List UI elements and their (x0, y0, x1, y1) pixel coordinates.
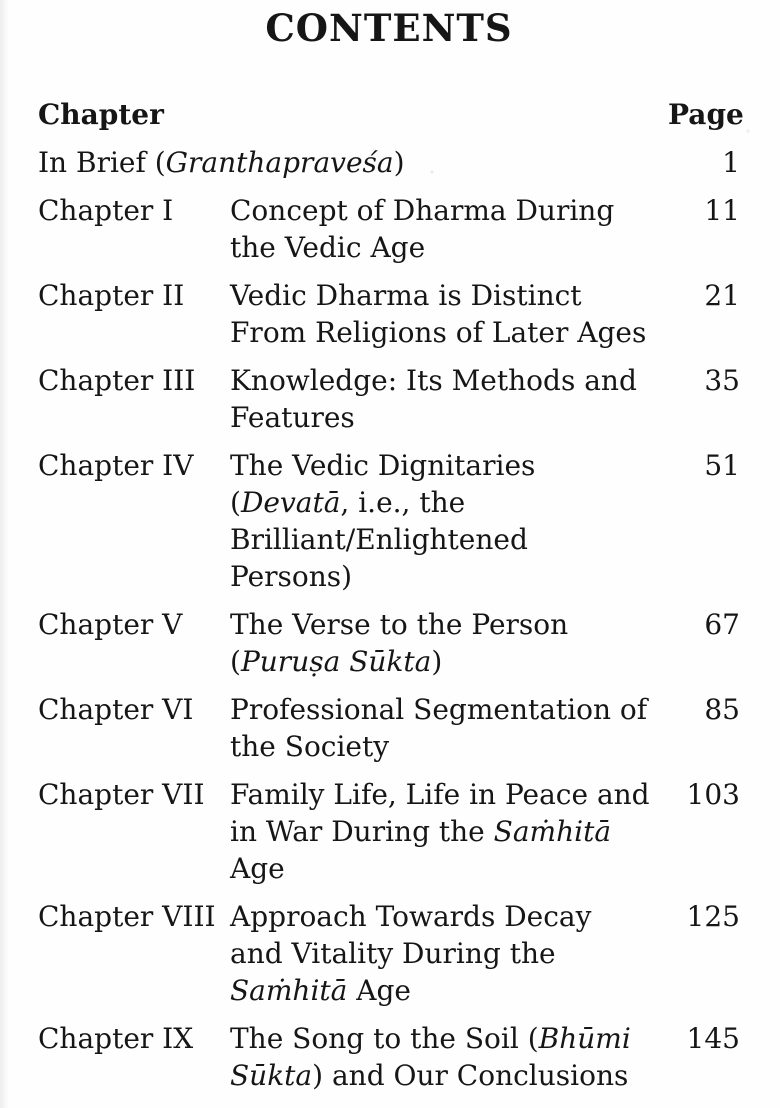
title-segment: ( (230, 645, 241, 678)
toc-entry (38, 447, 740, 595)
entry-title-line (230, 521, 668, 558)
title-segment: the Vedic Age (230, 231, 426, 264)
entry-title-line (230, 484, 668, 521)
entry-page: 11 (704, 194, 740, 227)
title-segment: in War During the (230, 815, 494, 848)
entry-title-line (230, 850, 668, 887)
entry-title (230, 277, 668, 351)
title-segment: Professional Segmentation of (230, 693, 648, 726)
title-segment: , i.e., the (340, 486, 466, 519)
title-segment-italic: Saṁhitā (230, 974, 348, 1007)
entry-page: 51 (704, 449, 740, 482)
entry-title-line (230, 558, 668, 595)
title-segment: The Vedic Dignitaries (230, 449, 536, 482)
entry-title-line (230, 728, 668, 765)
toc-entry (38, 898, 740, 1009)
entry-label: Chapter II (38, 279, 185, 312)
entry-title (230, 1020, 668, 1094)
entry-title-line (230, 813, 668, 850)
title-segment: Brilliant/Enlightened (230, 523, 528, 556)
entry-page: 21 (704, 279, 740, 312)
title-segment: and Vitality During the (230, 937, 556, 970)
entry-label: Chapter III (38, 364, 196, 397)
title-segment-italic: Puruṣa Sūkta (240, 645, 432, 678)
entry-title-line (230, 1057, 668, 1094)
entry-label: Chapter VII (38, 778, 205, 811)
entry-title (230, 447, 668, 595)
entry-page: 35 (704, 364, 740, 397)
entry-title-line (230, 776, 668, 813)
entry-title (230, 776, 668, 887)
entry-title (230, 691, 668, 765)
entry-title-line (230, 277, 668, 314)
toc-entry (38, 776, 740, 887)
toc-entry (38, 691, 740, 765)
title-segment-italic: Devatā (240, 486, 341, 519)
entry-label: Chapter V (38, 608, 183, 641)
title-segment: Knowledge: Its Methods and (230, 364, 637, 397)
entry-title-line (230, 643, 668, 680)
entry-title-line (230, 691, 668, 728)
entry-page: 103 (686, 778, 740, 811)
toc-entry (38, 144, 740, 181)
title-segment: Vedic Dharma is Distinct (230, 279, 582, 312)
title-segment: Concept of Dharma During (230, 194, 615, 227)
entry-title (230, 192, 668, 266)
entry-title (230, 362, 668, 436)
entry-title-line (38, 144, 668, 181)
title-segment-italic: Bhūmi (538, 1022, 631, 1055)
title-segment-italic: Saṁhitā (493, 815, 612, 848)
entry-title-line (230, 1020, 668, 1057)
entry-title-line (230, 399, 668, 436)
entry-label: Chapter I (38, 194, 174, 227)
toc-header-chapter: Chapter (38, 98, 164, 131)
title-segment-italic: Granthapraveśa (165, 146, 394, 179)
title-segment: The Verse to the Person (230, 608, 569, 641)
entry-page: 1 (722, 146, 740, 179)
entry-page: 145 (686, 1022, 740, 1055)
toc-entries (38, 144, 740, 1094)
contents-title: CONTENTS (265, 6, 513, 50)
toc-entry (38, 277, 740, 351)
title-segment: ) and Our Conclusions (312, 1059, 629, 1092)
entry-title-line (230, 229, 668, 266)
table-of-contents (38, 96, 744, 1094)
entry-label: Chapter VIII (38, 900, 216, 933)
entry-title-line (230, 192, 668, 229)
title-segment: ( (230, 486, 241, 519)
toc-header-row (38, 96, 744, 133)
entry-title-line (230, 935, 668, 972)
title-segment: ) (393, 146, 405, 179)
title-segment: ) (431, 645, 443, 678)
entry-title-line (230, 898, 668, 935)
toc-header-page: Page (668, 98, 744, 131)
entry-title-line (230, 606, 668, 643)
title-segment-italic: Sūkta (230, 1059, 313, 1092)
title-segment: From Religions of Later Ages (230, 316, 647, 349)
entry-label: Chapter IX (38, 1022, 194, 1055)
entry-title-line (230, 314, 668, 351)
entry-title (230, 898, 668, 1009)
title-segment: The Song to the Soil ( (230, 1022, 539, 1055)
title-segment: In Brief ( (38, 146, 166, 179)
toc-entry (38, 192, 740, 266)
title-segment: Age (230, 852, 285, 885)
toc-entry (38, 606, 740, 680)
title-segment: Features (230, 401, 355, 434)
entry-title-line (230, 447, 668, 484)
toc-entry (38, 1020, 740, 1094)
entry-label: Chapter IV (38, 449, 194, 482)
entry-title (38, 144, 668, 181)
title-segment: the Society (230, 730, 390, 763)
entry-label: Chapter VI (38, 693, 194, 726)
entry-page: 85 (704, 693, 740, 726)
entry-title-line (230, 362, 668, 399)
title-segment: Approach Towards Decay (230, 900, 592, 933)
toc-entry (38, 362, 740, 436)
entry-page: 67 (704, 608, 740, 641)
title-segment: Family Life, Life in Peace and (230, 778, 650, 811)
entry-title (230, 606, 668, 680)
entry-title-line (230, 972, 668, 1009)
title-segment: Persons) (230, 560, 353, 593)
entry-page: 125 (686, 900, 740, 933)
title-segment: Age (347, 974, 411, 1007)
